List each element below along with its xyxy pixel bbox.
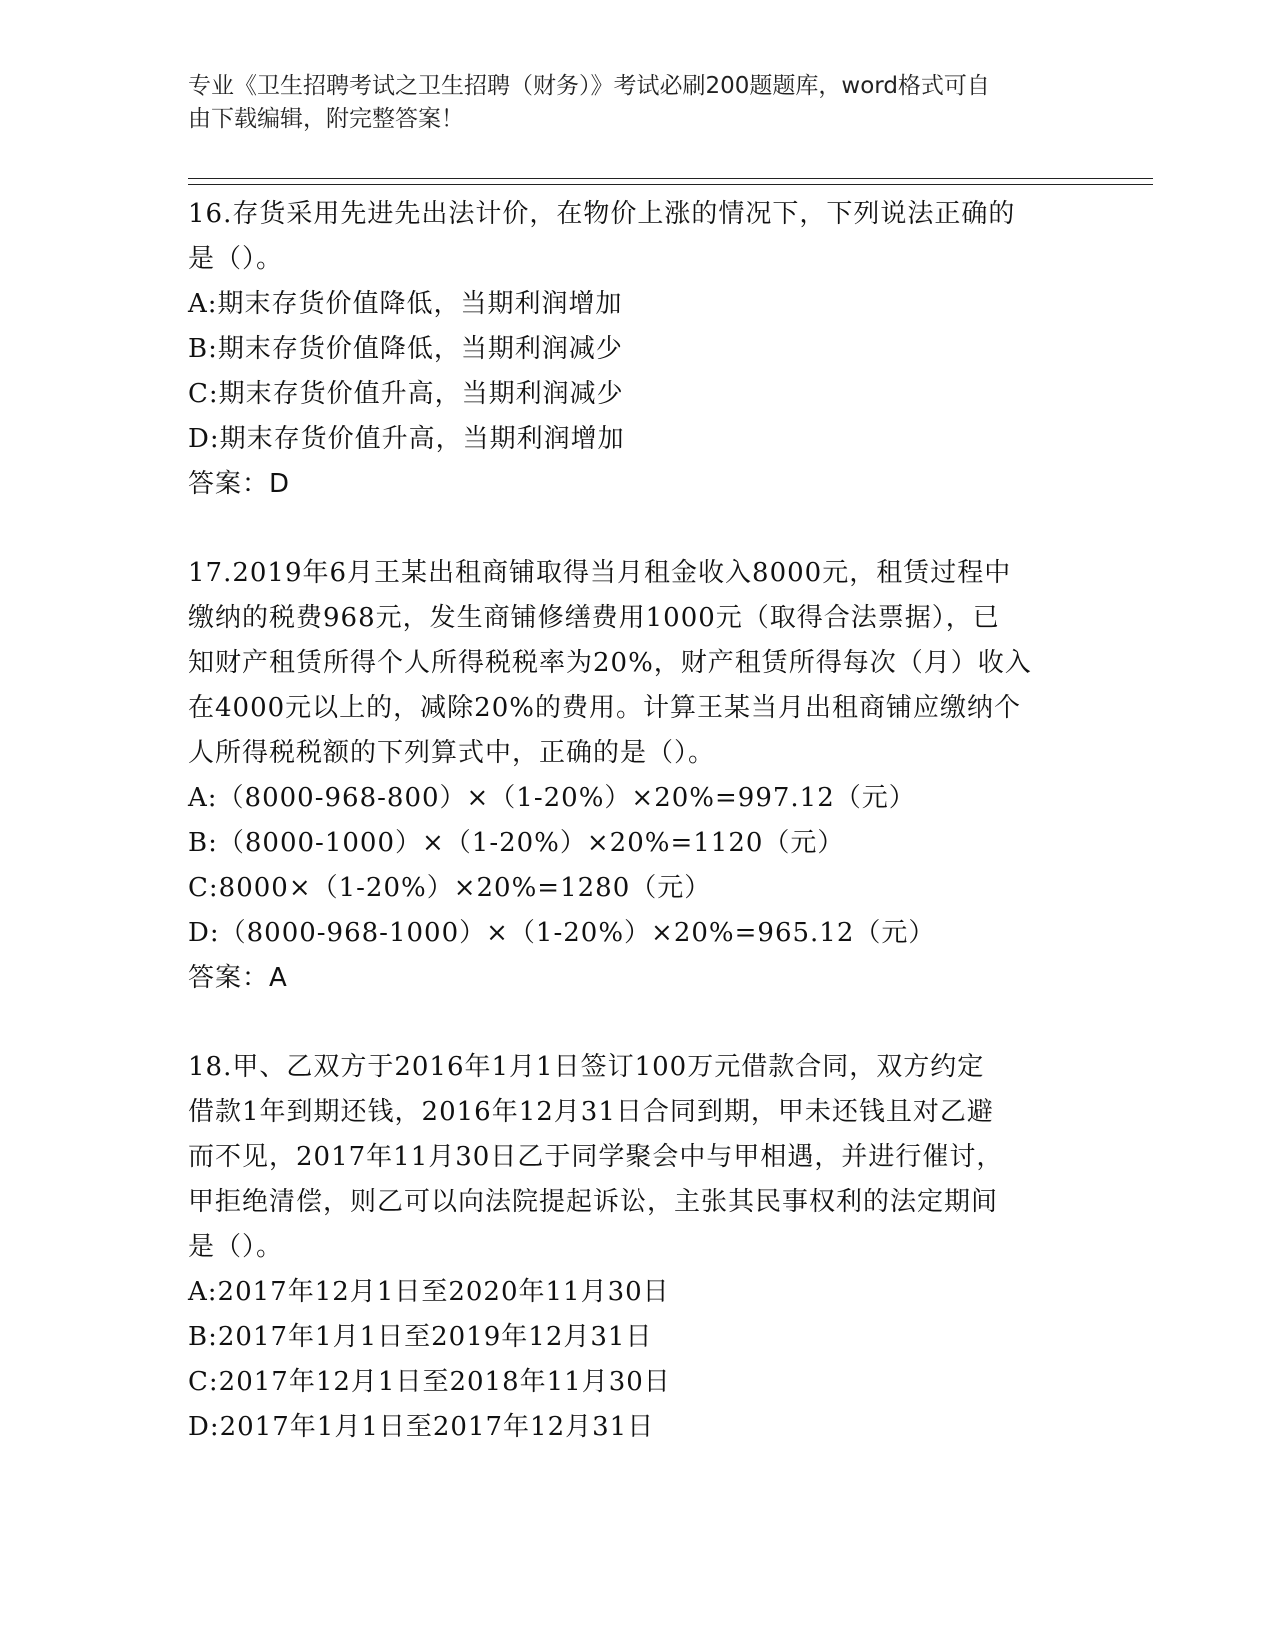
question-stem-line: 知财产租赁所得个人所得税税率为20%，财产租赁所得每次（月）收入: [188, 648, 1032, 678]
question-stem-line: 18.甲、乙双方于2016年1月1日签订100万元借款合同，双方约定: [188, 1052, 985, 1082]
option-a: A:（8000-968-800）×（1-20%）×20%=997.12（元）: [188, 783, 916, 813]
question-17: [188, 551, 1088, 1001]
header-line-2: 由下载编辑，附完整答案！: [188, 106, 464, 132]
question-16: [188, 192, 1088, 507]
option-d: D:期末存货价值升高，当期利润增加: [188, 424, 625, 454]
option-c: C:2017年12月1日至2018年11月30日: [188, 1367, 671, 1397]
option-a: A:期末存货价值降低，当期利润增加: [188, 289, 623, 319]
answer-label: 答案：D: [188, 469, 291, 499]
option-a: A:2017年12月1日至2020年11月30日: [188, 1277, 670, 1307]
option-b: B:（8000-1000）×（1-20%）×20%=1120（元）: [188, 828, 845, 858]
option-c: C:8000×（1-20%）×20%=1280（元）: [188, 873, 712, 903]
question-stem-line: 缴纳的税费968元，发生商铺修缮费用1000元（取得合法票据），已: [188, 603, 1000, 633]
answer-label: 答案：A: [188, 963, 288, 993]
question-stem-line: 人所得税税额的下列算式中，正确的是（）。: [188, 738, 716, 768]
question-stem-line: 17.2019年6月王某出租商铺取得当月租金收入8000元，租赁过程中: [188, 558, 1012, 588]
question-stem-line: 16.存货采用先进先出法计价，在物价上涨的情况下，下列说法正确的: [188, 199, 1016, 229]
header-divider-bottom: [188, 184, 1153, 185]
header-line-1: 专业《卫生招聘考试之卫生招聘（财务）》考试必刷200题题库，word格式可自: [188, 73, 990, 99]
option-d: D:（8000-968-1000）×（1-20%）×20%=965.12（元）: [188, 918, 936, 948]
question-stem-line: 而不见，2017年11月30日乙于同学聚会中与甲相遇，并进行催讨，: [188, 1142, 1004, 1172]
question-spacer: [188, 507, 1088, 551]
option-c: C:期末存货价值升高，当期利润减少: [188, 379, 624, 409]
question-stem-line: 借款1年到期还钱，2016年12月31日合同到期，甲未还钱且对乙避: [188, 1097, 994, 1127]
question-spacer: [188, 1001, 1088, 1045]
option-b: B:2017年1月1日至2019年12月31日: [188, 1322, 653, 1352]
header-divider-top: [188, 178, 1153, 179]
option-d: D:2017年1月1日至2017年12月31日: [188, 1412, 655, 1442]
document-header: [188, 70, 1068, 136]
question-list: [188, 192, 1088, 1450]
question-stem-line: 在4000元以上的，减除20%的费用。计算王某当月出租商铺应缴纳个: [188, 693, 1021, 723]
question-stem-line: 甲拒绝清偿，则乙可以向法院提起诉讼，主张其民事权利的法定期间: [188, 1187, 999, 1217]
question-stem-line: 是（）。: [188, 1232, 284, 1262]
option-b: B:期末存货价值降低，当期利润减少: [188, 334, 623, 364]
question-stem-line: 是（）。: [188, 244, 284, 274]
question-18: [188, 1045, 1088, 1450]
